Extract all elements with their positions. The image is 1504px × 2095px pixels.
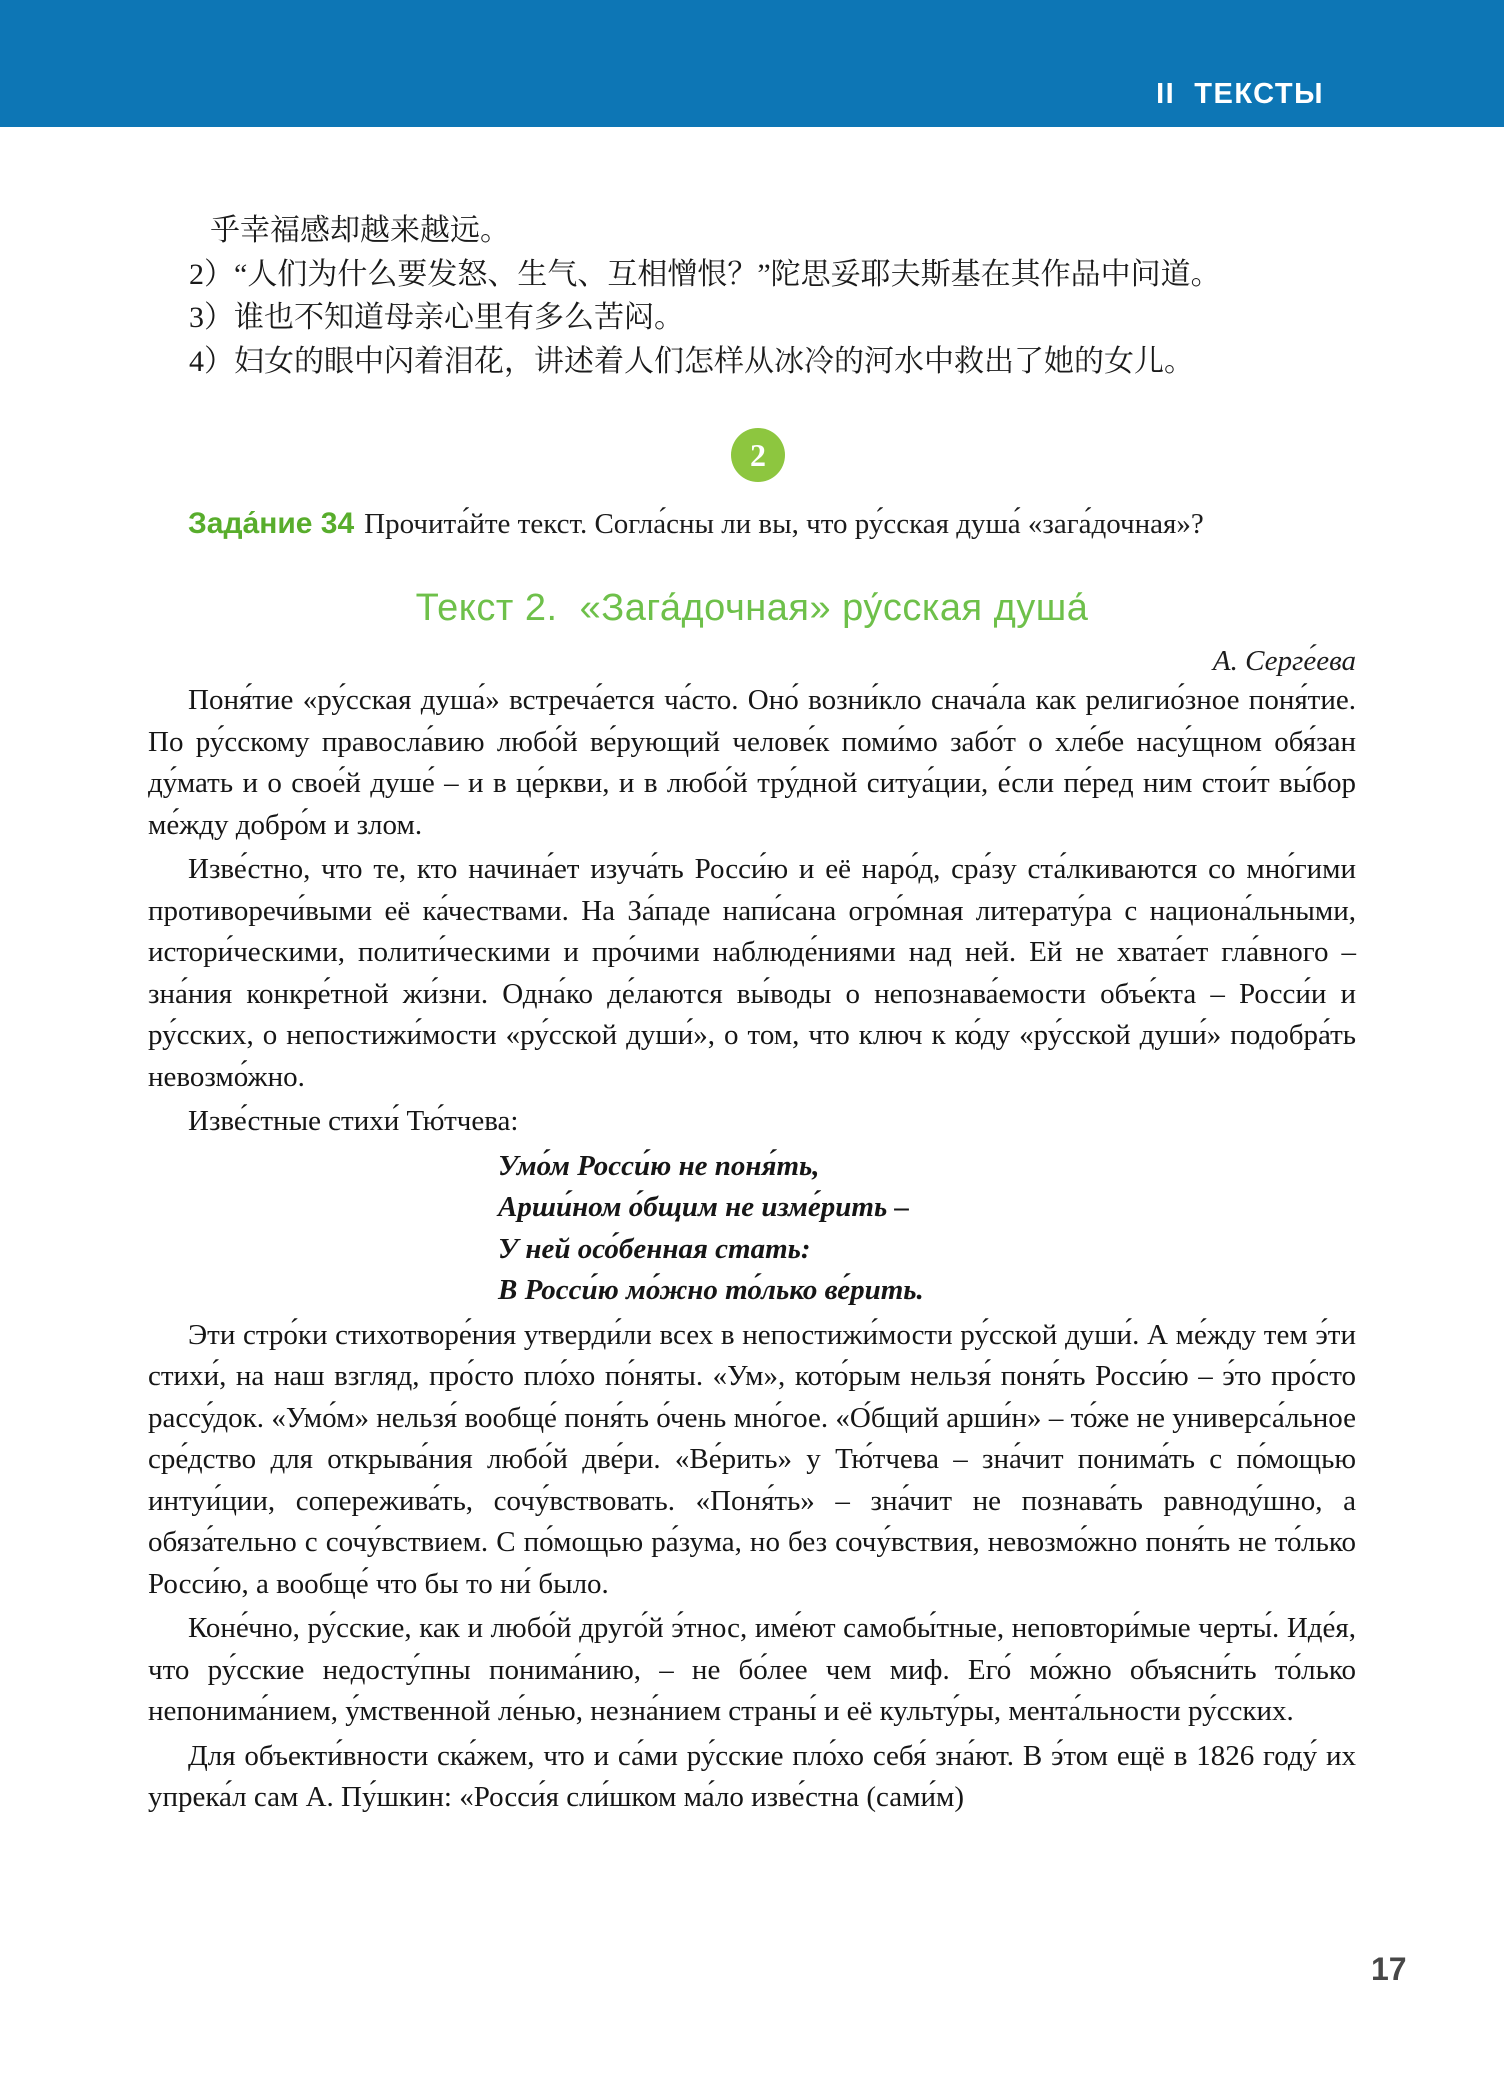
chinese-list-item: 4）妇女的眼中闪着泪花，讲述着人们怎样从冰冷的河水中救出了她的女儿。 (189, 344, 1194, 378)
paragraph: Для объекти́вности ска́жем, что и са́ми ру́сские пло́хо себя́ зна́ют. В э́том ещё в 1826 году́ их упрека́л сам А. Пу́шкин: «Росси́я сли́шком ма́ло изве́стна (сами́м) (148, 1739, 1356, 1813)
page-number: 17 (1371, 1951, 1407, 1987)
text-title: Текст 2. «Зага́дочная» ру́сская душа́ (415, 587, 1089, 629)
chinese-answers-block (148, 209, 1356, 383)
text-body (148, 680, 1356, 1822)
task-instruction: Прочита́йте текст. Согла́сны ли вы, что ру́сская душа́ «зага́дочная»? (364, 508, 1204, 540)
paragraph: Коне́чно, ру́сские, как и любо́й друго́й э́тнос, име́ют самобы́тные, неповтори́мые черты́. Иде́я, что ру́сские недосту́пны понима́нию, – не бо́лее чем миф. Его́ мо́жно объясни́ть то́лько непонима́нием, у́мственной ле́нью, незна́нием страны́ и её культу́ры, мента́льности ру́сских. (148, 1612, 1356, 1727)
task-line (188, 503, 1356, 545)
chinese-continuation-line: 乎幸福感却越来越远。 (210, 214, 510, 247)
chapter-header-bar (0, 0, 1504, 127)
text-author: А. Серге́ева (1212, 645, 1356, 677)
chinese-list-item: 3）谁也不知道母亲心里有多么苦闷。 (189, 301, 684, 334)
section-number-badge (731, 428, 785, 482)
poem-intro: Изве́стные стихи́ Тю́тчева: (188, 1105, 519, 1137)
task-label: Зада́ние 34 (188, 507, 355, 540)
poem-line: В Росси́ю мо́жно то́лько ве́рить. (498, 1274, 924, 1306)
paragraph: Изве́стно, что те, кто начина́ет изуча́ть Росси́ю и её наро́д, сра́зу ста́лкиваются со мно́гими противоречи́выми её ка́чествами. На За́паде напи́сана огро́мная литерату́ра с национа́льными, истори́ческими, полити́ческими и про́чими наблюде́ниями над ней. Ей не хвата́ет гла́вного – зна́ния конкре́тной жи́зни. Одна́ко де́лаются вы́воды о непознава́емости объе́кта – Росси́и и ру́сских, о непостижи́мости «ру́сской души́», о том, что ключ к ко́ду «ру́сской души́» подобра́ть невозмо́жно. (148, 853, 1356, 1093)
chapter-header-label: II ТЕКСТЫ (1156, 78, 1324, 110)
section-number: 2 (750, 437, 766, 473)
chinese-list-item: 2）“人们为什么要发怒、生气、互相憎恨？”陀思妥耶夫斯基在其作品中问道。 (189, 257, 1221, 291)
poem-line: У ней осо́бенная стать: (498, 1232, 811, 1265)
poem-line: Умо́м Росси́ю не поня́ть, (498, 1149, 820, 1182)
paragraph: Поня́тие «ру́сская душа́» встреча́ется ча́сто. Оно́ возни́кло снача́ла как религио́зное поня́тие. По ру́сскому правосла́вию любо́й ве́рующий челове́к поми́мо забо́т о хле́бе насу́щном обя́зан ду́мать и о свое́й душе́ – и в це́ркви, и в любо́й тру́дной ситуа́ции, е́сли пе́ред ним стои́т вы́бор ме́жду добро́м и злом. (148, 684, 1356, 841)
poem (498, 1146, 1356, 1312)
poem-line: Арши́ном о́бщим не изме́рить – (498, 1191, 909, 1223)
paragraph: Эти стро́ки стихотворе́ния утверди́ли всех в непостижи́мости ру́сской души́. А ме́жду тем э́ти стихи́, на наш взгляд, про́сто пло́хо по́няты. «Ум», кото́рым нельзя́ поня́ть Росси́ю – э́то про́сто рассу́док. «Умо́м» нельзя́ вообще́ поня́ть о́чень мно́гое. «О́бщий арши́н» – то́же не универса́льное сре́дство для открыва́ния любо́й две́ри. «Ве́рить» у Тю́тчева – зна́чит понима́ть с по́мощью интуи́ции, сопережива́ть, сочу́вствовать. «Поня́ть» – зна́чит не познава́ть равноду́шно, а обяза́тельно с сочу́вствием. С по́мощью ра́зума, но без сочу́вствия, невозмо́жно поня́ть не то́лько Росси́ю, а вообще́ что бы то ни́ было. (148, 1318, 1356, 1600)
